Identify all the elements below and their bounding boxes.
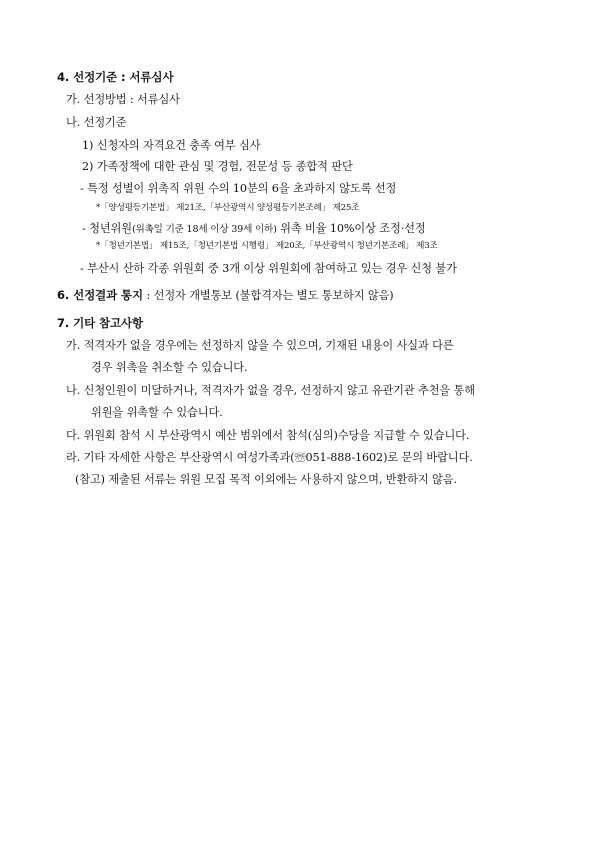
criteria-item-1: 1) 신청자의 자격요건 충족 여부 심사 (82, 139, 261, 152)
criteria-dash-1: - 특정 성별이 위촉직 위원 수의 10분의 6을 초과하지 않도록 선정 (80, 182, 397, 195)
section7-item-c: 다. 위원회 참석 시 부산광역시 예산 범위에서 참석(심의)수당을 지급할 수 있습니다. (66, 429, 470, 442)
section6-line (57, 288, 394, 303)
section7-item-a-line2: 경우 위촉을 취소할 수 있습니다. (91, 361, 248, 374)
section6-heading: 6. 선정결과 통지 (57, 288, 144, 302)
section7-note: (참고) 제출된 서류는 위원 모집 목적 이외에는 사용하지 않으며, 반환하지 않음. (75, 473, 457, 486)
section4-criteria-title: 나. 선정기준 (66, 116, 127, 129)
section4-method: 가. 선정방법 : 서류심사 (66, 93, 180, 106)
criteria-dash-3: - 부산시 산하 각종 위원회 중 3개 이상 위원회에 참여하고 있는 경우 신청 불가 (80, 262, 457, 275)
section6-text: : 선정자 개별통보 (불합격자는 별도 통보하지 않음) (143, 289, 394, 302)
criteria-dash-1-note: *「양성평등기본법」 제21조,「부산광역시 양성평등기본조례」 제25조 (96, 203, 360, 213)
section7-item-b-line2: 위원을 위촉할 수 있습니다. (91, 406, 223, 419)
section7-item-b-line1: 나. 신청인원이 미달하거나, 적격자가 없을 경우, 선정하지 않고 유관기관 추천을 통해 (66, 384, 475, 397)
criteria-dash-2-main: - 청년위원 (82, 222, 132, 235)
criteria-dash-2-rest: 위촉 비율 10%이상 조정·선정 (276, 222, 426, 235)
section7-item-a-line1: 가. 적격자가 없을 경우에는 선정하지 않을 수 있으며, 기재된 내용이 사실과 다른 (66, 339, 454, 352)
criteria-dash-2-note: *「청년기본법」 제15조,「청년기본법 시행령」 제20조,「부산광역시 청년기본조례」 제3조 (96, 241, 438, 251)
criteria-dash-2 (82, 222, 426, 236)
criteria-item-2: 2) 가족정책에 대한 관심 및 경험, 전문성 등 종합적 판단 (82, 160, 353, 173)
section7-item-d: 라. 기타 자세한 사항은 부산광역시 여성가족과(☏051-888-1602)로 문의 바랍니다. (66, 451, 473, 464)
section4-heading: 4. 선정기준 : 서류심사 (57, 70, 174, 84)
criteria-dash-2-small: (위촉일 기준 18세 이상 39세 이하) (131, 224, 277, 235)
section7-heading: 7. 기타 참고사항 (57, 316, 144, 330)
